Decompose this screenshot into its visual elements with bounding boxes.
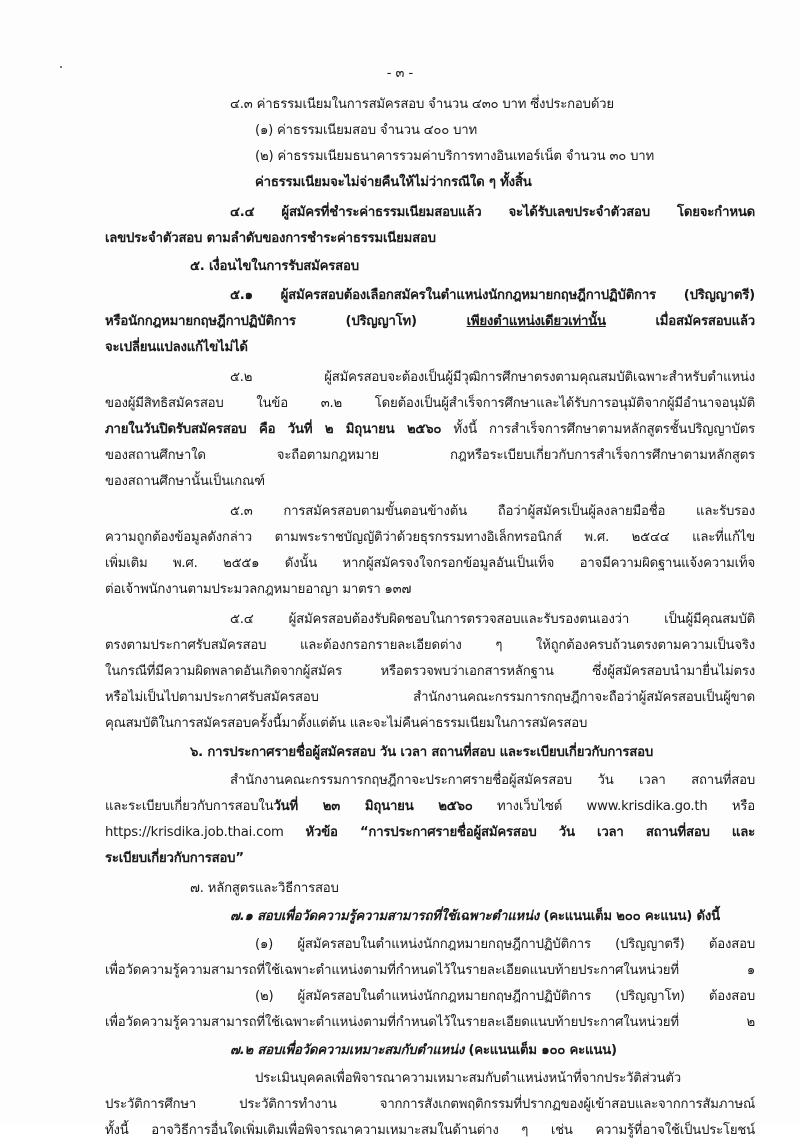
section-6-heading: ๖. การประกาศรายชื่อผู้สมัครสอบ วัน เวลา สถานที่สอบ และระเบียบเกี่ยวกับการสอบ: [190, 745, 654, 760]
text-run: และระเบียบเกี่ยวกับการสอบใน: [105, 799, 274, 814]
section-7-1-item-1-line-2: เพื่อวัดความรู้ความสามารถที่ใช้เฉพาะตำแหน่งตามที่กำหนดไว้ในรายละเอียดแนบท้ายประกาศในหน่วยที่ ๑: [105, 963, 755, 978]
announce-date-bold: วันที่ ๒๓ มิถุนายน ๒๕๖๐: [273, 799, 473, 814]
section-4-4-line-1: ๔.๔ ผู้สมัครที่ชำระค่าธรรมเนียมสอบแล้ว จะได้รับเลขประจำตัวสอบ โดยจะกำหนด: [230, 205, 755, 220]
close-date-bold: ภายในวันปิดรับสมัครสอบ คือ วันที่ ๒ มิถุนายน ๒๕๖๐: [105, 422, 442, 437]
section-5-2-line-1: ๕.๒ ผู้สมัครสอบจะต้องเป็นผู้มีวุฒิการศึกษาตรงตามคุณสมบัติเฉพาะสำหรับตำแหน่ง: [230, 370, 755, 385]
underlined-emphasis: เพียงตำแหน่งเดียวเท่านั้น: [466, 314, 606, 329]
section-4-3-note: ค่าธรรมเนียมจะไม่จ่ายคืนให้ไม่ว่ากรณีใด ๆ ทั้งสิ้น: [255, 175, 532, 190]
section-7-1-item-1-line-1: (๑) ผู้สมัครสอบในตำแหน่งนักกฎหมายกฤษฎีกาปฏิบัติการ (ปริญญาตรี) ต้องสอบ: [255, 937, 755, 952]
section-5-4-line-1: ๕.๔ ผู้สมัครสอบต้องรับผิดชอบในการตรวจสอบและรับรองตนเองว่า เป็นผู้มีคุณสมบัติ: [230, 612, 755, 627]
section-5-2-line-4: ของสถานศึกษาใด จะถือตามกฎหมาย กฎหรือระเบียบเกี่ยวกับการสำเร็จการศึกษาตามหลักสูตร: [105, 448, 755, 463]
section-4-3-heading: ๔.๓ ค่าธรรมเนียมในการสมัครสอบ จำนวน ๔๓๐ บาท ซึ่งประกอบด้วย: [230, 97, 614, 112]
score-note: (คะแนนเต็ม ๑๐๐ คะแนน): [464, 1043, 617, 1058]
section-7-2-line-2: ประวัติการศึกษา ประวัติการทำงาน จากการสังเกตพฤติกรรมที่ปรากฏของผู้เข้าสอบและจากการสัมภาษณ์: [105, 1097, 755, 1112]
section-6-line-2: [105, 794, 755, 820]
text-run: หรือนักกฎหมายกฤษฎีกาปฏิบัติการ (ปริญญาโท): [105, 314, 467, 329]
topic-bold: หัวข้อ “การประกาศรายชื่อผู้สมัครสอบ วัน เวลา สถานที่สอบ และ: [305, 825, 755, 840]
section-5-1-line-1: ๕.๑ ผู้สมัครสอบต้องเลือกสมัครในตำแหน่งนักกฎหมายกฤษฎีกาปฏิบัติการ (ปริญญาตรี): [230, 288, 755, 303]
section-5-2-line-2: ของผู้มีสิทธิสมัครสอบ ในข้อ ๓.๒ โดยต้องเป็นผู้สำเร็จการศึกษาและได้รับการอนุมัติจากผู้มีอำนาจอนุมัติ: [105, 396, 755, 411]
section-5-3-line-2: ความถูกต้องข้อมูลดังกล่าว ตามพระราชบัญญัติว่าด้วยธุรกรรมทางอิเล็กทรอนิกส์ พ.ศ. ๒๕๔๔ และที่แก้ไข: [105, 530, 755, 545]
section-5-4-line-5: คุณสมบัติในการสมัครสอบครั้งนี้มาตั้งแต่ต้น และจะไม่คืนค่าธรรมเนียมในการสมัครสอบ: [105, 716, 588, 731]
section-5-1-line-2: [105, 309, 755, 335]
section-5-heading: ๕. เงื่อนไขในการรับสมัครสอบ: [190, 259, 359, 274]
page-number: - ๓ -: [386, 66, 414, 81]
section-5-1-line-3: จะเปลี่ยนแปลงแก้ไขไม่ได้: [105, 340, 248, 355]
section-5-3-line-4: ต่อเจ้าพนักงานตามประมวลกฎหมายอาญา มาตรา ๑๓๗: [105, 582, 412, 597]
italic-heading: ๗.๒ สอบเพื่อวัดความเหมาะสมกับตำแหน่ง: [230, 1043, 465, 1058]
section-6-line-4: ระเบียบเกี่ยวกับการสอบ”: [105, 851, 244, 866]
section-4-3-item-1: (๑) ค่าธรรมเนียมสอบ จำนวน ๔๐๐ บาท: [255, 123, 477, 138]
text-run: เมื่อสมัครสอบแล้ว: [605, 314, 755, 329]
section-4-3-item-2: (๒) ค่าธรรมเนียมธนาคารรวมค่าบริการทางอินเทอร์เน็ต จำนวน ๓๐ บาท: [255, 149, 655, 164]
section-5-2-line-5: ของสถานศึกษานั้นเป็นเกณฑ์: [105, 474, 265, 489]
section-7-2-line-1: ประเมินบุคคลเพื่อพิจารณาความเหมาะสมกับตำแหน่งหน้าที่จากประวัติส่วนตัว: [255, 1071, 682, 1086]
section-7-2-heading: [230, 1038, 617, 1064]
section-7-1-item-2-line-2: เพื่อวัดความรู้ความสามารถที่ใช้เฉพาะตำแหน่งตามที่กำหนดไว้ในรายละเอียดแนบท้ายประกาศในหน่วยที่ ๒: [105, 1015, 755, 1030]
section-5-3-line-1: ๕.๓ การสมัครสอบตามขั้นตอนข้างต้น ถือว่าผู้สมัครเป็นผู้ลงลายมือชื่อ และรับรอง: [230, 504, 755, 519]
section-6-line-3: [105, 820, 755, 846]
website-text: ทางเว็บไซต์ www.krisdika.go.th หรือ: [472, 799, 755, 814]
section-5-4-line-4: หรือไม่เป็นไปตามประกาศรับสมัครสอบ สำนักงานคณะกรรมการกฤษฎีกาจะถือว่าผู้สมัครสอบเป็นผู้ขาด: [105, 690, 755, 705]
score-note: (คะแนนเต็ม ๒๐๐ คะแนน) ดังนี้: [539, 909, 720, 924]
section-7-2-line-3: ทั้งนี้ อาจวิธีการอื่นใดเพิ่มเติมเพื่อพิจารณาความเหมาะสมในด้านต่าง ๆ เช่น ความรู้ที่อาจใช้เป็นประโยชน์: [105, 1123, 755, 1138]
section-6-line-1: สำนักงานคณะกรรมการกฤษฎีกาจะประกาศรายชื่อผู้สมัครสอบ วัน เวลา สถานที่สอบ: [230, 773, 755, 788]
text-run: ทั้งนี้ การสำเร็จการศึกษาตามหลักสูตรชั้นปริญญาบัตร: [441, 422, 755, 437]
section-5-4-line-3: ในกรณีที่มีความผิดพลาดอันเกิดจากผู้สมัคร หรือตรวจพบว่าเอกสารหลักฐาน ซึ่งผู้สมัครสอบนำมายื่นไม่ตรง: [105, 664, 755, 679]
section-5-2-line-3: [105, 417, 755, 443]
section-5-3-line-3: เพิ่มเติม พ.ศ. ๒๕๕๑ ดังนั้น หากผู้สมัครจงใจกรอกข้อมูลอันเป็นเท็จ อาจมีความผิดฐานแจ้งความเท็จ: [105, 556, 755, 571]
section-7-heading: ๗. หลักสูตรและวิธีการสอบ: [190, 881, 339, 896]
section-7-1-heading: [230, 904, 720, 930]
section-5-4-line-2: ตรงตามประกาศรับสมัครสอบ และต้องกรอกรายละเอียดต่าง ๆ ให้ถูกต้องครบถ้วนตรงตามความเป็นจริง: [105, 638, 755, 653]
section-4-4-line-2: เลขประจำตัวสอบ ตามลำดับของการชำระค่าธรรมเนียมสอบ: [105, 231, 436, 246]
url-text: https://krisdika.job.thai.com: [105, 825, 306, 840]
section-7-1-item-2-line-1: (๒) ผู้สมัครสอบในตำแหน่งนักกฎหมายกฤษฎีกาปฏิบัติการ (ปริญญาโท) ต้องสอบ: [255, 989, 755, 1004]
italic-heading: ๗.๑ สอบเพื่อวัดความรู้ความสามารถที่ใช้เฉพาะตำแหน่ง: [230, 909, 540, 924]
